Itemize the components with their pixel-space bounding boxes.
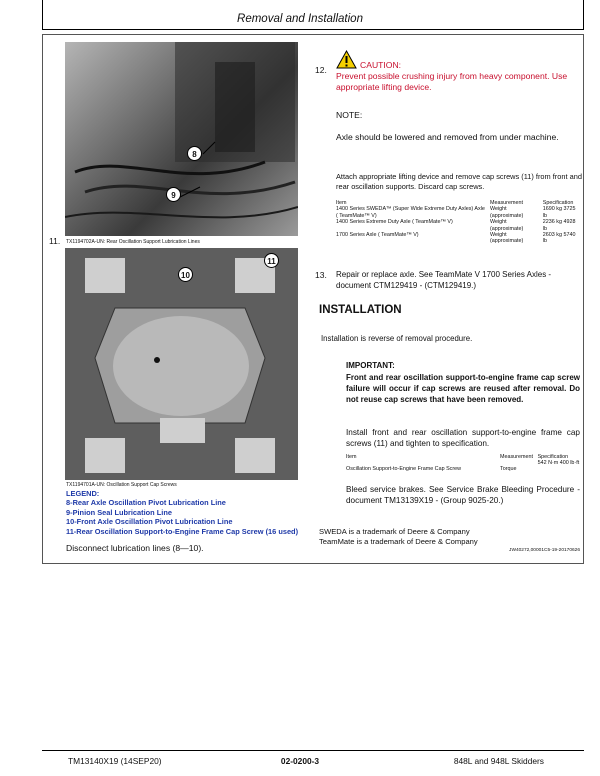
footer-product: 848L and 948L Skidders [453, 756, 544, 766]
table-header-spec: Specification [542, 200, 574, 206]
figure-1-illustration [65, 42, 298, 236]
legend-title: LEGEND: [66, 489, 100, 498]
footer-manual-id: TM13140X19 (14SEP20) [68, 756, 162, 766]
legend-item-8: 8-Rear Axle Oscillation Pivot Lubrication Line [66, 498, 226, 508]
figure-1-caption: TX1194702A-UN: Rear Oscillation Support Lubrication Lines [66, 239, 200, 245]
legend [66, 489, 310, 536]
table-header-item: Item [336, 200, 347, 206]
table-header-measurement: Measurement [500, 454, 533, 460]
bleed-instruction: Bleed service brakes. See Service Brake Bleeding Procedure - document TM13139X19 - (Group 9025-20.) [346, 485, 580, 505]
legend-item-9: 9-Pinion Seal Lubrication Line [66, 507, 172, 517]
table-row [334, 232, 582, 245]
footer-page-number: 02-0200-3 [280, 756, 320, 766]
table-cell-spec: 2603 kg 5740 lb [542, 232, 576, 245]
table-cell-measurement: Weight (approximate) [490, 219, 524, 232]
caution-text: Prevent possible crushing injury from heavy component. Use appropriate lifting device. [336, 71, 568, 92]
trademark-sweda: SWEDA is a trademark of Deere & Company [319, 527, 470, 536]
figure-rear-oscillation-lubrication-lines [65, 42, 298, 236]
callout-11: 11 [264, 253, 279, 268]
step-number-12: 12. [315, 65, 327, 75]
table-header-item: Item [346, 454, 357, 460]
callout-8: 8 [187, 146, 202, 161]
table-cell-item: Oscillation Support-to-Engine Frame Cap Screw [346, 466, 462, 473]
table-cell-measurement: Torque [500, 466, 517, 473]
document-id: JW40272,00001C5-19-20170626 [509, 548, 580, 553]
caution-warning-icon [336, 50, 357, 69]
figure-2-illustration [65, 248, 298, 480]
table-cell-item: 1400 Series SWEDA™ (Super Wide Extreme Duty Axles) Axle ( TeamMate™ V) [336, 206, 485, 219]
figure-2-caption: TX1194701A-UN: Oscillation Support Cap Screws [66, 482, 177, 488]
step-13-text: Repair or replace axle. See TeamMate V 1700 Series Axles - document CTM129419 - (CTM129419.) [336, 270, 552, 290]
table-cell-item: 1400 Series Extreme Duty Axle ( TeamMate™ V) [336, 219, 453, 226]
step-11-instruction: Disconnect lubrication lines (8—10). [66, 543, 204, 553]
callout-9: 9 [166, 187, 181, 202]
table-cell-measurement: Weight (approximate) [490, 232, 524, 245]
torque-spec-table [344, 454, 582, 473]
table-row [334, 206, 582, 219]
table-cell-spec: 542 N·m 400 lb·ft [537, 460, 580, 467]
important-text: Front and rear oscillation support-to-engine frame cap screw failure will occur if cap screws are reused after removal. Do not reuse cap screws that have been removed. [346, 373, 580, 404]
step-number-13: 13. [315, 270, 327, 280]
table-cell-spec: 2236 kg 4928 lb [542, 219, 576, 232]
trademark-notes [319, 527, 478, 547]
trademark-teammate: TeamMate is a trademark of Deere & Company [319, 537, 478, 546]
table-header-measurement: Measurement [490, 200, 523, 206]
legend-item-10: 10-Front Axle Oscillation Pivot Lubrication Line [66, 517, 233, 527]
note-text: Axle should be lowered and removed from under machine. [336, 132, 559, 142]
figure-oscillation-support-cap-screws [65, 248, 298, 480]
installation-intro: Installation is reverse of removal procedure. [321, 334, 473, 343]
step-12-instruction: Attach appropriate lifting device and remove cap screws (11) from front and rear oscillation supports. Discard cap screws. [336, 172, 582, 191]
important-label: IMPORTANT: [346, 361, 395, 370]
caution-label: CAUTION: [360, 60, 402, 70]
table-row [344, 460, 582, 472]
step-number-11: 11. [49, 236, 61, 246]
table-cell-measurement: Weight (approximate) [490, 206, 524, 219]
installation-heading: INSTALLATION [319, 304, 402, 316]
table-row [334, 219, 582, 232]
legend-item-11: 11-Rear Oscillation Support-to-Engine Frame Cap Screw (16 used) [66, 526, 299, 536]
table-header-spec: Specification [537, 454, 569, 460]
footer-rule [42, 750, 584, 751]
table-cell-spec: 1690 kg 3725 lb [542, 206, 576, 219]
installation-instruction: Install front and rear oscillation support-to-engine frame cap screws (11) and tighten to specification. [346, 428, 580, 448]
note-label: NOTE: [336, 110, 363, 120]
callout-10: 10 [178, 267, 193, 282]
table-cell-item: 1700 Series Axle ( TeamMate™ V) [336, 232, 419, 239]
page-title: Removal and Installation [237, 13, 363, 25]
weight-spec-table [334, 200, 582, 245]
